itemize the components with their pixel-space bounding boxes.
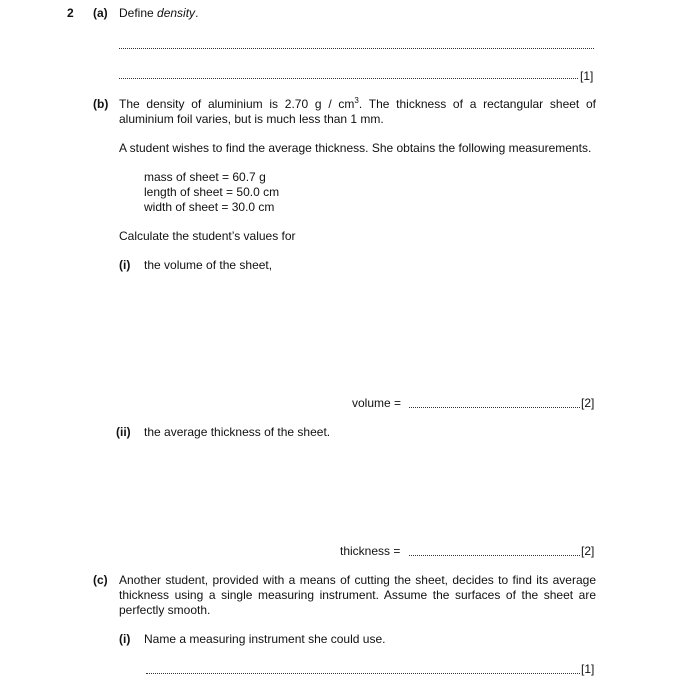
measurement: width of sheet = 30.0 cm bbox=[144, 200, 275, 214]
measurement: mass of sheet = 60.7 g bbox=[144, 170, 266, 184]
c-sub-i-label: (i) bbox=[119, 632, 131, 646]
sub-ii-label: (ii) bbox=[116, 425, 131, 439]
sub-ii-text: the average thickness of the sheet. bbox=[144, 425, 331, 439]
part-b-label: (b) bbox=[93, 97, 109, 111]
c-sub-i-text: Name a measuring instrument she could use. bbox=[144, 632, 386, 646]
sub-i-text: the volume of the sheet, bbox=[144, 258, 273, 272]
thickness-answer-line[interactable] bbox=[409, 555, 580, 556]
answer-line[interactable] bbox=[146, 673, 580, 674]
volume-label: volume = bbox=[352, 396, 402, 410]
part-c-text: Another student, provided with a means of cutting the sheet, decides to find its average thickness using a single measuring instrument. Assume the surfaces of the sheet are perfectly smooth. bbox=[119, 573, 596, 617]
measurement: length of sheet = 50.0 cm bbox=[144, 185, 280, 199]
volume-answer-line[interactable] bbox=[409, 407, 580, 408]
answer-line[interactable] bbox=[119, 78, 578, 79]
part-b-intro: The density of aluminium is 2.70 g / $cm^3$. The thickness of a rectangular sheet of aluminium foil varies, but is much less than 1 mm. bbox=[119, 96, 597, 126]
part-a-label: (a) bbox=[93, 6, 108, 20]
question-number: 2 bbox=[67, 6, 74, 20]
marks: [1] bbox=[581, 662, 595, 676]
sub-i-label: (i) bbox=[119, 258, 131, 272]
part-a-prompt: Define density. bbox=[119, 6, 199, 20]
part-c-label: (c) bbox=[93, 573, 108, 587]
marks: [2] bbox=[581, 544, 595, 558]
calculate-text: Calculate the student’s values for bbox=[119, 229, 296, 243]
student-text: A student wishes to find the average thickness. She obtains the following measurements. bbox=[119, 141, 592, 155]
marks: [2] bbox=[581, 396, 595, 410]
answer-line[interactable] bbox=[119, 48, 594, 49]
thickness-label: thickness = bbox=[340, 544, 401, 558]
marks: [1] bbox=[580, 69, 594, 83]
